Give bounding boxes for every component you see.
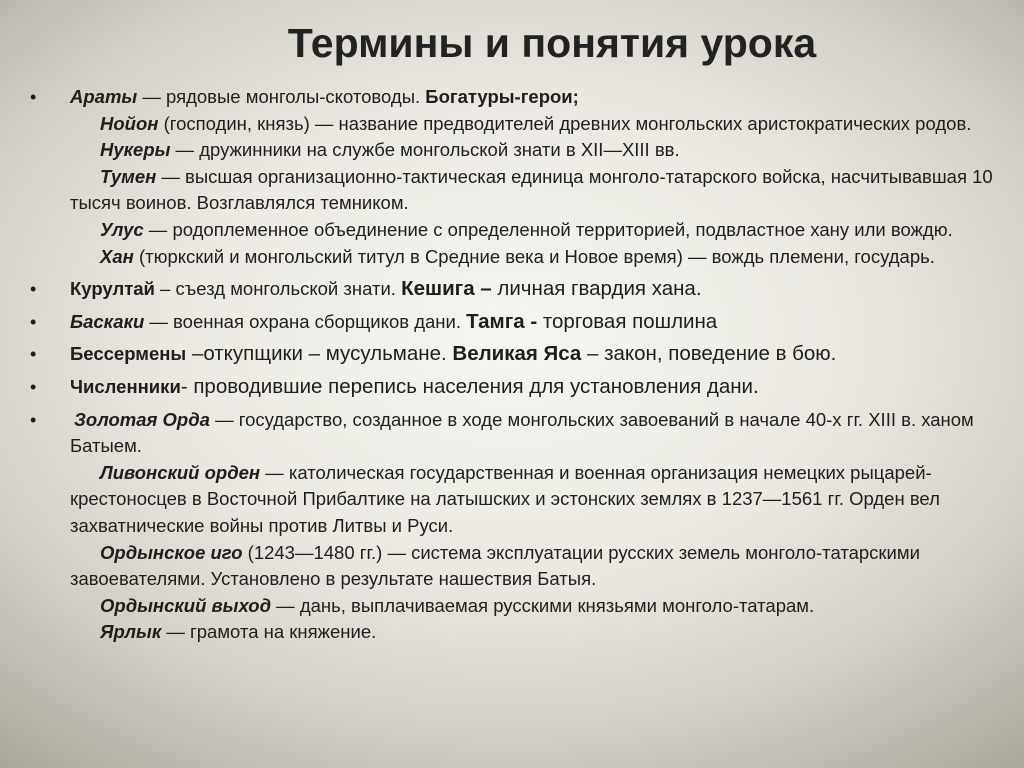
bullet-icon: • (30, 87, 37, 107)
term: Хан (100, 245, 134, 267)
bullet-icon: • (30, 409, 37, 430)
term: Нойон (100, 112, 159, 134)
term-entry (70, 619, 1000, 646)
definition: (тюркский и монгольский титул в Средние века и Новое время) — вождь племени, государь. (133, 245, 935, 267)
term-entry (70, 164, 1000, 217)
list-item (30, 309, 1000, 336)
definition: (1243—1480 гг.) — система эксплуатации русских земель монголо-татарскими завоевателями. Установлено в результате нашествия Батыя. (70, 541, 920, 590)
definition: торговая пошлина (537, 309, 718, 333)
term: Тумен (100, 165, 157, 187)
term: Нукеры (100, 139, 171, 161)
term-entry (70, 593, 1000, 620)
definition: — дружинники на службе монгольской знати в XII—XIII вв. (170, 139, 680, 161)
term-entry (70, 540, 1000, 593)
term-entry (70, 111, 1000, 138)
definition: (господин, князь) — название предводителей древних монгольских аристократических родов. (158, 112, 972, 134)
term: Ордынское иго (100, 541, 243, 563)
list-item (30, 84, 1000, 270)
definition: — военная охрана сборщиков дани. (144, 310, 467, 332)
definition: — рядовые монголы-скотоводы. (137, 86, 426, 107)
list-item (30, 276, 1000, 303)
definition: - проводившие перепись населения для установления дани. (180, 374, 759, 398)
term-entry (70, 84, 1000, 111)
term-entry (70, 217, 1000, 244)
term: Ярлык (100, 621, 162, 643)
definition: — католическая государственная и военная организация немецких рыцарей-крестоносцев в Восточной Прибалтике на латышских и эстонских землях в 1237—1561 гг. Орден вел захватнические войны против Литвы и Руси. (70, 461, 940, 536)
slide-content (30, 84, 1000, 646)
term: Бессермены (70, 343, 187, 365)
definition: — государство, созданное в ходе монгольских завоеваний в начале 40-х гг. XIII в. ханом Батыем. (70, 408, 974, 457)
bullet-icon: • (30, 376, 37, 397)
definition: — дань, выплачиваемая русскими князьями монголо-татарам. (271, 594, 815, 616)
bullet-icon: • (30, 344, 37, 365)
list-item (30, 341, 1000, 368)
term-entry (70, 137, 1000, 164)
term: Араты (70, 86, 138, 107)
definition: — высшая организационно-тактическая единица монголо-татарского войска, насчитывавшая 10 тысяч воинов. Возглавлялся темником. (70, 165, 993, 214)
slide-title: Термины и понятия урока (287, 20, 817, 66)
term: Золотая Орда (74, 408, 210, 430)
term-entry (70, 460, 1000, 540)
bullet-icon: • (30, 311, 37, 332)
definition: – закон, поведение в бою. (581, 342, 837, 366)
term: Численники (70, 375, 181, 397)
definition: личная гвардия хана. (491, 277, 702, 301)
definition: — грамота на княжение. (161, 621, 377, 643)
definition: — родоплеменное объединение с определенной территорией, подвластное хану или вождю. (143, 218, 953, 240)
term-bold: Богатуры-герои; (425, 86, 579, 107)
term: Баскаки (70, 310, 145, 332)
list-item (30, 374, 1000, 401)
term: Улус (100, 218, 144, 240)
definition: – съезд монгольской знати. (154, 278, 402, 300)
bullet-icon: • (30, 279, 37, 300)
term: Ливонский орден (100, 461, 261, 483)
term: Кешига – (401, 277, 492, 301)
definition: –откупщики – мусульмане. (186, 342, 453, 366)
term: Курултай (70, 278, 155, 300)
term: Великая Яса (452, 342, 582, 366)
list-item (30, 407, 1000, 646)
term-entry (70, 244, 1000, 271)
term-entry (70, 407, 1000, 460)
term: Тамга - (466, 309, 538, 333)
term: Ордынский выход (100, 594, 272, 616)
